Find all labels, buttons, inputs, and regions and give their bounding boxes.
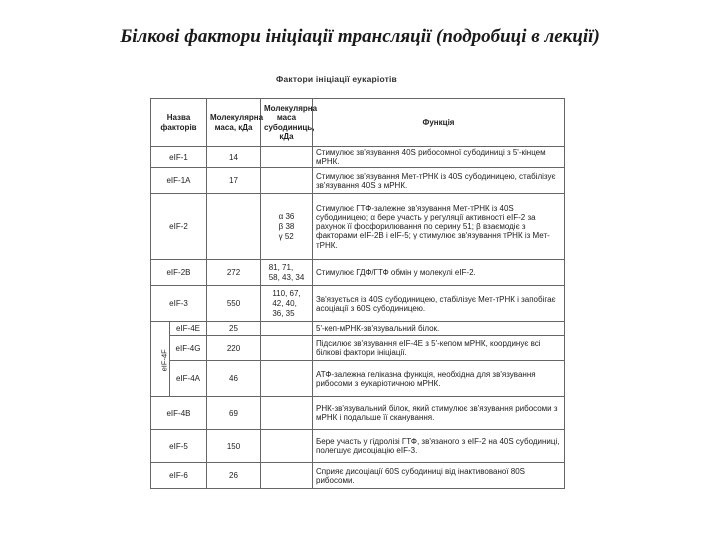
factor-name: eIF-4A — [170, 361, 207, 397]
factor-subunits — [261, 194, 313, 260]
subunit-values: 42, 40, — [272, 299, 297, 309]
slide-title: Білкові фактори ініціації трансляції (подробиці в лекції) — [120, 26, 600, 47]
table-row — [151, 322, 565, 336]
table-row — [151, 286, 565, 322]
factor-mass: 14 — [207, 147, 261, 168]
subunit-values: 36, 35 — [272, 308, 295, 318]
factor-function: Стимулює ГТФ-залежне зв'язування Мет-тРНК із 40S субодиницею; α бере участь у регуляції активності eIF-2 за рахунок її фосфорилювання по серину 51; β взаємодіє з факторами eIF-2B і eIF-5; γ стимулює зв'язування тРНК із Мет-тРНК. — [313, 194, 565, 260]
header-name: Назва факторів — [151, 99, 207, 147]
subunit-alpha: α 36 — [278, 212, 295, 222]
header-subunits: Молекулярна маса субодиниць, кДа — [261, 99, 313, 147]
factor-name: eIF-4G — [170, 336, 207, 361]
factor-subunits — [261, 147, 313, 168]
factor-function: Стимулює ГДФ/ГТФ обмін у молекулі eIF-2. — [313, 260, 565, 286]
factor-function: Зв'язується із 40S субодиницею, стабілізує Мет-тРНК і запобігає асоціації з 60S субодиницею. — [313, 286, 565, 322]
factor-function: РНК-зв'язувальний білок, який стимулює зв'язування рибосоми з мРНК і подальше її сканування. — [313, 397, 565, 430]
factor-name: eIF-1 — [151, 147, 207, 168]
table-row — [151, 336, 565, 361]
table-caption: Фактори ініціації еукаріотів — [276, 74, 397, 84]
table-row — [151, 260, 565, 286]
table-row — [151, 397, 565, 430]
factor-subunits — [261, 168, 313, 194]
factor-mass — [207, 194, 261, 260]
factor-name: eIF-6 — [151, 463, 207, 489]
factor-name: eIF-2B — [151, 260, 207, 286]
factor-mass: 17 — [207, 168, 261, 194]
factor-mass: 25 — [207, 322, 261, 336]
subunit-values: 81, 71, — [268, 263, 294, 273]
header-function: Функція — [313, 99, 565, 147]
factor-subunits — [261, 463, 313, 489]
table-row — [151, 147, 565, 168]
factor-subunits — [261, 336, 313, 361]
factor-mass: 69 — [207, 397, 261, 430]
group-label-eif4f: eIF-4F — [151, 322, 170, 397]
table-row — [151, 463, 565, 489]
factor-function: АТФ-залежна геліказна функція, необхідна для зв'язування рибосоми з еукаріотичною мРНК. — [313, 361, 565, 397]
factor-name: eIF-5 — [151, 430, 207, 463]
table-row — [151, 430, 565, 463]
factor-subunits — [261, 260, 313, 286]
subunit-gamma: γ 52 — [278, 231, 294, 241]
factor-mass: 26 — [207, 463, 261, 489]
subunit-beta: β 38 — [278, 222, 295, 232]
factor-function: Бере участь у гідролізі ГТФ, зв'язаного з eIF-2 на 40S субодиниці, полегшує дисоціацію eIF-3. — [313, 430, 565, 463]
factor-subunits — [261, 361, 313, 397]
initiation-factors-table — [150, 98, 565, 489]
factor-mass: 550 — [207, 286, 261, 322]
factor-function: Стимулює зв'язування 40S рибосомної субодиниці з 5'-кінцем мРНК. — [313, 147, 565, 168]
factor-function: Сприяє дисоціації 60S субодиниці від інактивованої 80S рибосоми. — [313, 463, 565, 489]
factor-function: Стимулює зв'язування Мет-тРНК із 40S субодиницею, стабілізує зв'язування 40S з мРНК. — [313, 168, 565, 194]
table-row — [151, 361, 565, 397]
factor-name: eIF-2 — [151, 194, 207, 260]
table-row — [151, 194, 565, 260]
factor-subunits — [261, 430, 313, 463]
subunit-values: 110, 67, — [272, 289, 301, 299]
factor-name: eIF-1A — [151, 168, 207, 194]
factor-mass: 220 — [207, 336, 261, 361]
factor-name: eIF-4B — [151, 397, 207, 430]
factor-subunits — [261, 397, 313, 430]
factor-mass: 46 — [207, 361, 261, 397]
table-row — [151, 168, 565, 194]
factor-mass: 272 — [207, 260, 261, 286]
factor-subunits — [261, 322, 313, 336]
factor-function: Підсилює зв'язування eIF-4E з 5'-кепом мРНК, координує всі білкові фактори ініціації. — [313, 336, 565, 361]
factor-subunits — [261, 286, 313, 322]
factor-function: 5'-кеп-мРНК-зв'язувальний білок. — [313, 322, 565, 336]
header-mass: Молекулярна маса, кДа — [207, 99, 261, 147]
factor-name: eIF-3 — [151, 286, 207, 322]
factor-name: eIF-4E — [170, 322, 207, 336]
subunit-values: 58, 43, 34 — [268, 272, 305, 282]
factor-mass: 150 — [207, 430, 261, 463]
